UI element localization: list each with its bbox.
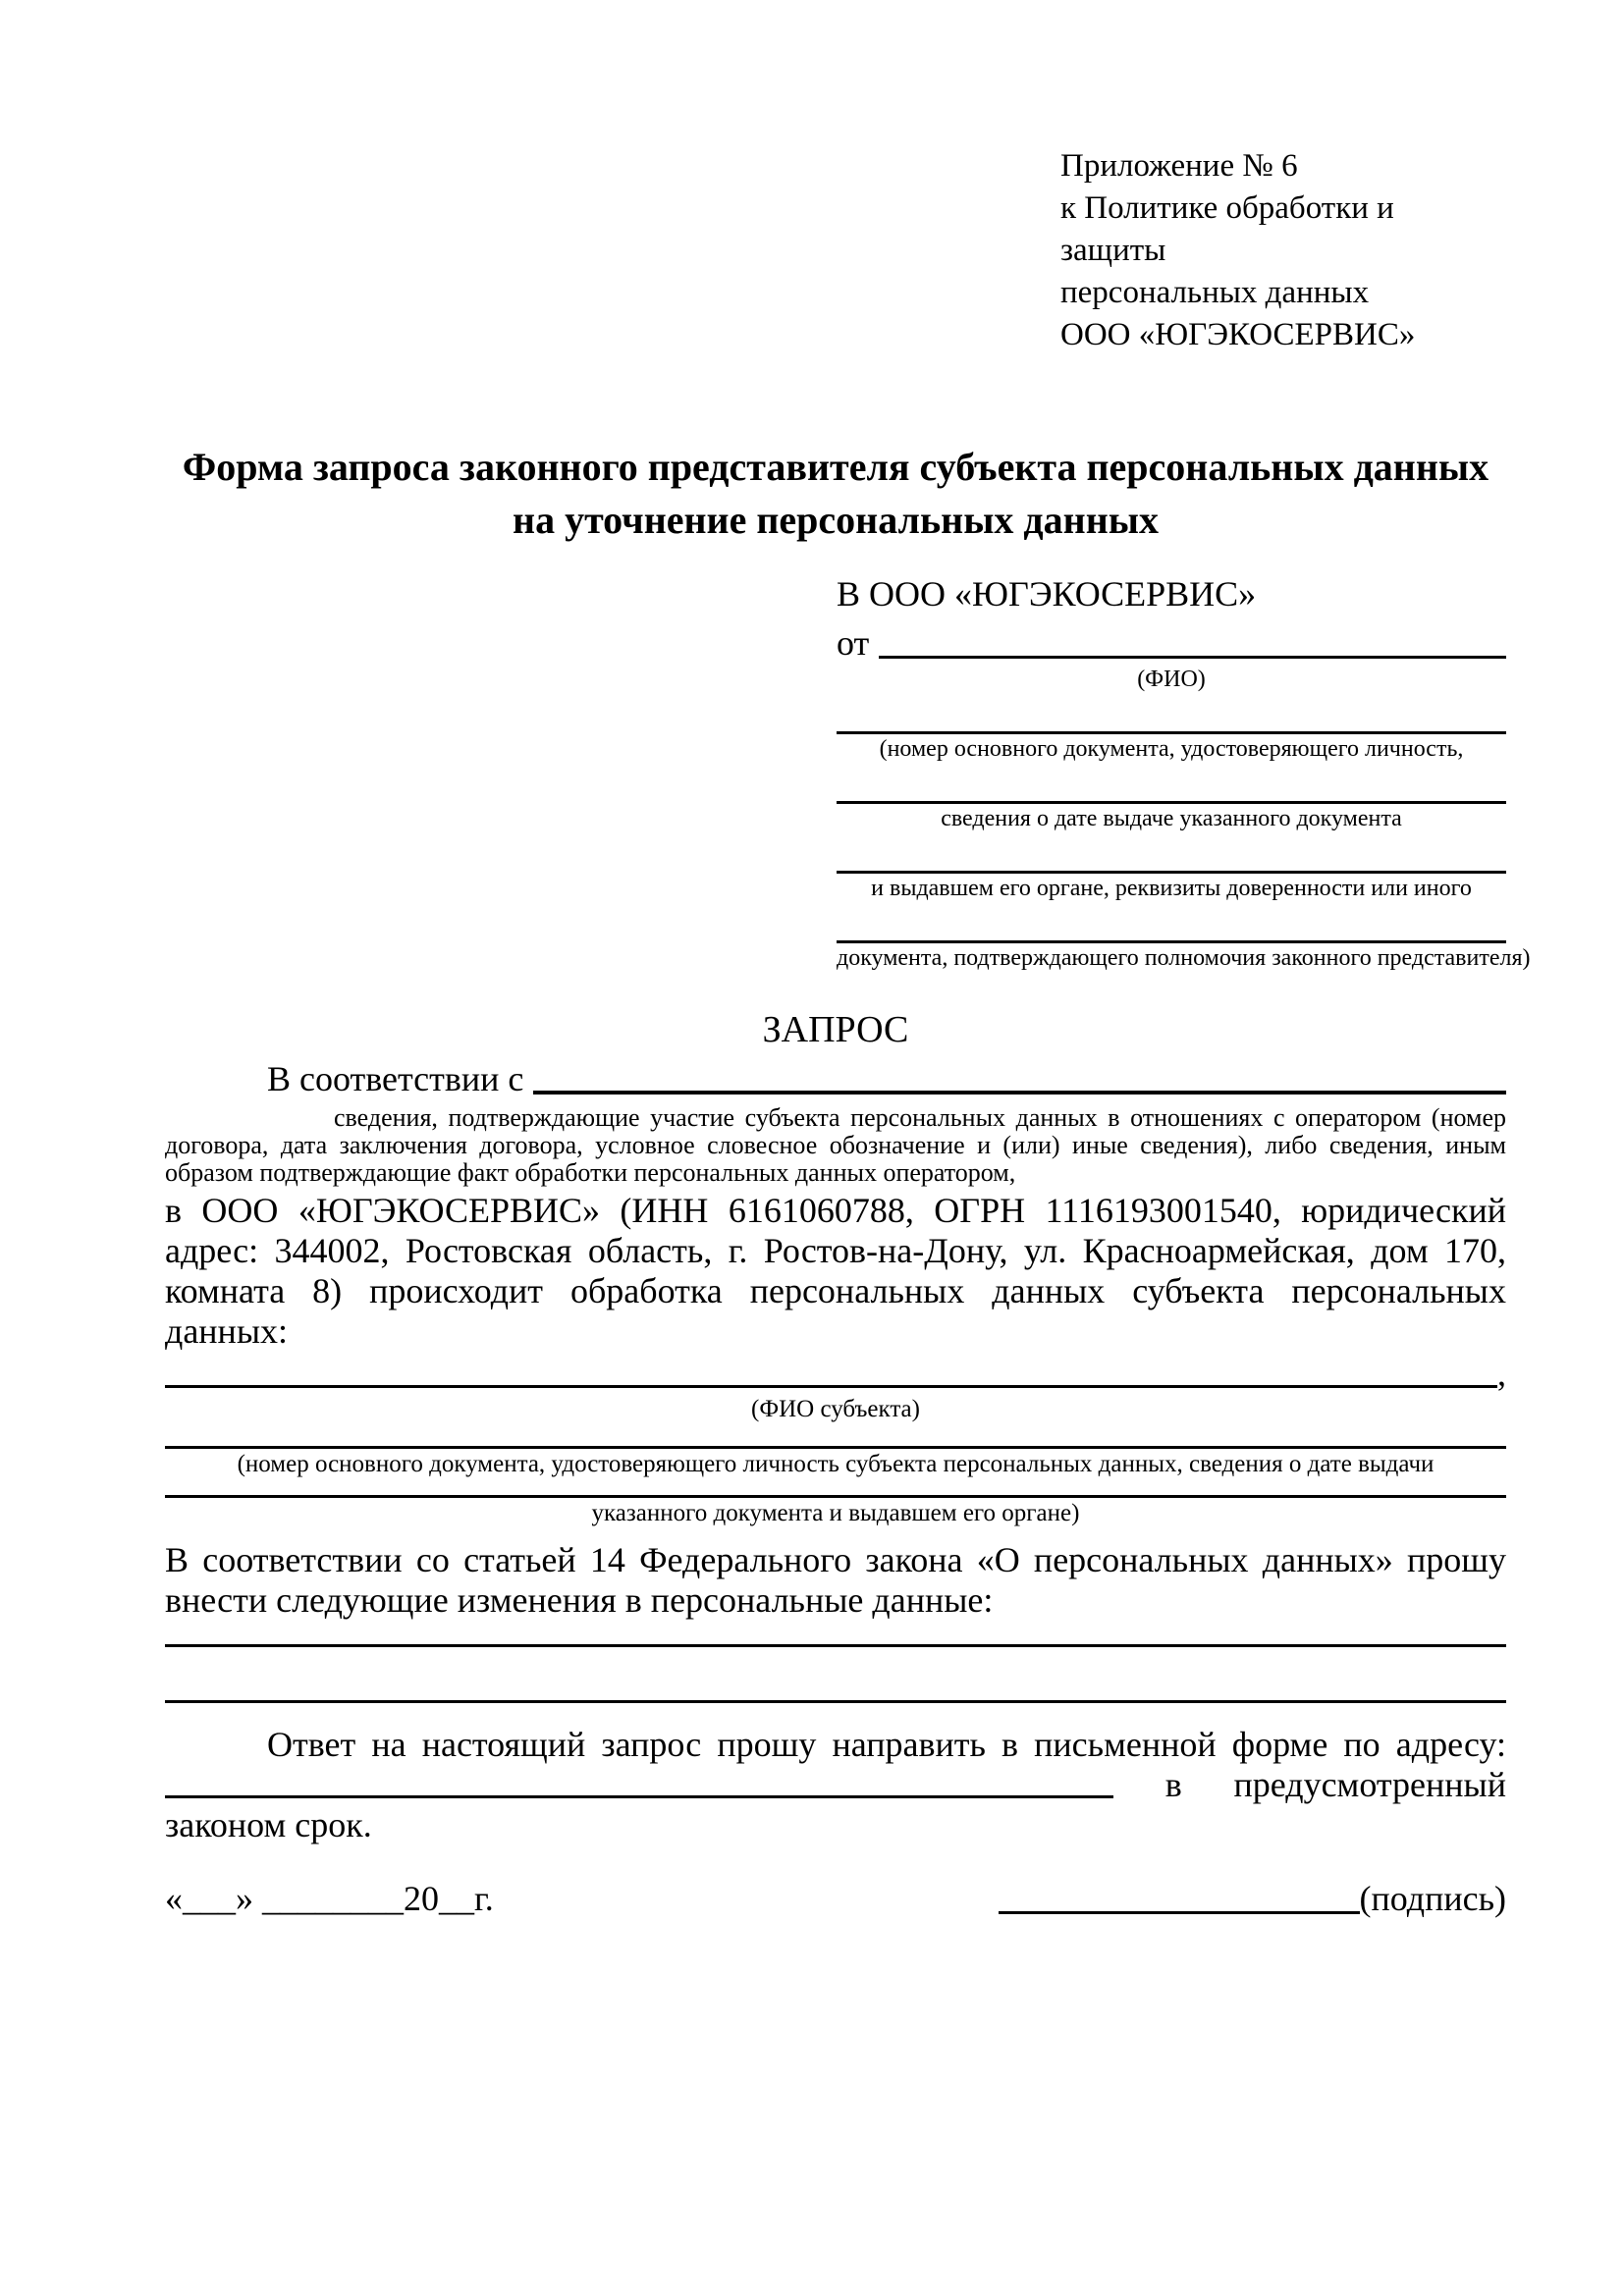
representative-fio-input-line[interactable]: [879, 656, 1506, 659]
changes-input-line-2[interactable]: [165, 1700, 1506, 1703]
answer-paragraph: [165, 1725, 1506, 1845]
appendix-note-line: ООО «ЮГЭКОСЕРВИС»: [1060, 317, 1416, 352]
subject-doc-caption-1: (номер основного документа, удостоверяющего личность субъекта персональных данных, сведения о дате выдачи: [237, 1451, 1435, 1477]
form-title: [165, 441, 1506, 547]
subject-doc-caption-2: указанного документа и выдавшем его органе): [591, 1500, 1080, 1526]
changes-input-line-1[interactable]: [165, 1644, 1506, 1647]
answer-address-input-line[interactable]: [165, 1794, 1113, 1798]
operator-paragraph: в ООО «ЮГЭКОСЕРВИС» (ИНН 6161060788, ОГРН 1116193001540, юридический адрес: 344002, Ростовская область, г. Ростов-на-Дону, ул. Красноармейская, дом 170, комната 8) происходит обработка персональных данных субъекта персональных данных:: [165, 1191, 1506, 1351]
signature-input-line[interactable]: [999, 1911, 1360, 1914]
appendix-note-line: Приложение № 6: [1060, 148, 1298, 184]
addressee-org: В ООО «ЮГЭКОСЕРВИС»: [837, 574, 1257, 614]
basis-row: [165, 1057, 1506, 1100]
subject-fio-comma: ,: [1497, 1354, 1506, 1393]
answer-text-after: в предусмотренный законом срок.: [165, 1765, 1506, 1844]
doc-caption-1: (номер основного документа, удостоверяющего личность,: [879, 736, 1464, 762]
answer-text-before: Ответ на настоящий запрос прошу направить в письменной форме по адресу:: [267, 1725, 1506, 1764]
appendix-note-line: персональных данных: [1060, 275, 1370, 310]
basis-footnote: [165, 1104, 1506, 1187]
basis-footnote-text: сведения, подтверждающие участие субъекта персональных данных в отношениях с оператором (номер договора, дата заключения договора, условное словесное обозначение и (или) иные сведения), либо сведения, иным образом подтверждающие факт обработки персональных данных оператором,: [165, 1103, 1506, 1187]
subject-fio-input-line[interactable]: [165, 1385, 1497, 1388]
appendix-note: [1060, 145, 1506, 356]
law-paragraph: В соответствии со статьей 14 Федерального закона «О персональных данных» прошу внести следующие изменения в персональные данные:: [165, 1540, 1506, 1620]
fio-caption: (ФИО): [1137, 667, 1206, 692]
signature-group: [999, 1877, 1506, 1920]
signature-caption: (подпись): [1359, 1879, 1506, 1918]
addressee-block: [837, 572, 1531, 973]
request-heading: ЗАПРОС: [762, 1009, 909, 1050]
footer-row: [165, 1877, 1506, 1920]
date-field[interactable]: «___» ________20__г.: [165, 1879, 494, 1918]
doc-caption-4: документа, подтверждающего полномочия законного представителя): [837, 945, 1531, 971]
basis-input-line[interactable]: [533, 1091, 1506, 1095]
form-title-line2: на уточнение персональных данных: [513, 498, 1159, 542]
from-row: [837, 621, 1506, 665]
appendix-note-line: к Политике обработки и защиты: [1060, 190, 1394, 268]
subject-fio-row: [165, 1354, 1506, 1394]
doc-caption-3: и выдавшем его органе, реквизиты доверенности или иного: [871, 876, 1472, 901]
basis-label: В соответствии с: [267, 1059, 524, 1098]
form-title-line1: Форма запроса законного представителя субъекта персональных данных: [182, 445, 1489, 489]
doc-caption-2: сведения о дате выдаче указанного документа: [941, 806, 1402, 831]
from-label: от: [837, 623, 870, 663]
subject-fio-caption: (ФИО субъекта): [751, 1396, 920, 1422]
